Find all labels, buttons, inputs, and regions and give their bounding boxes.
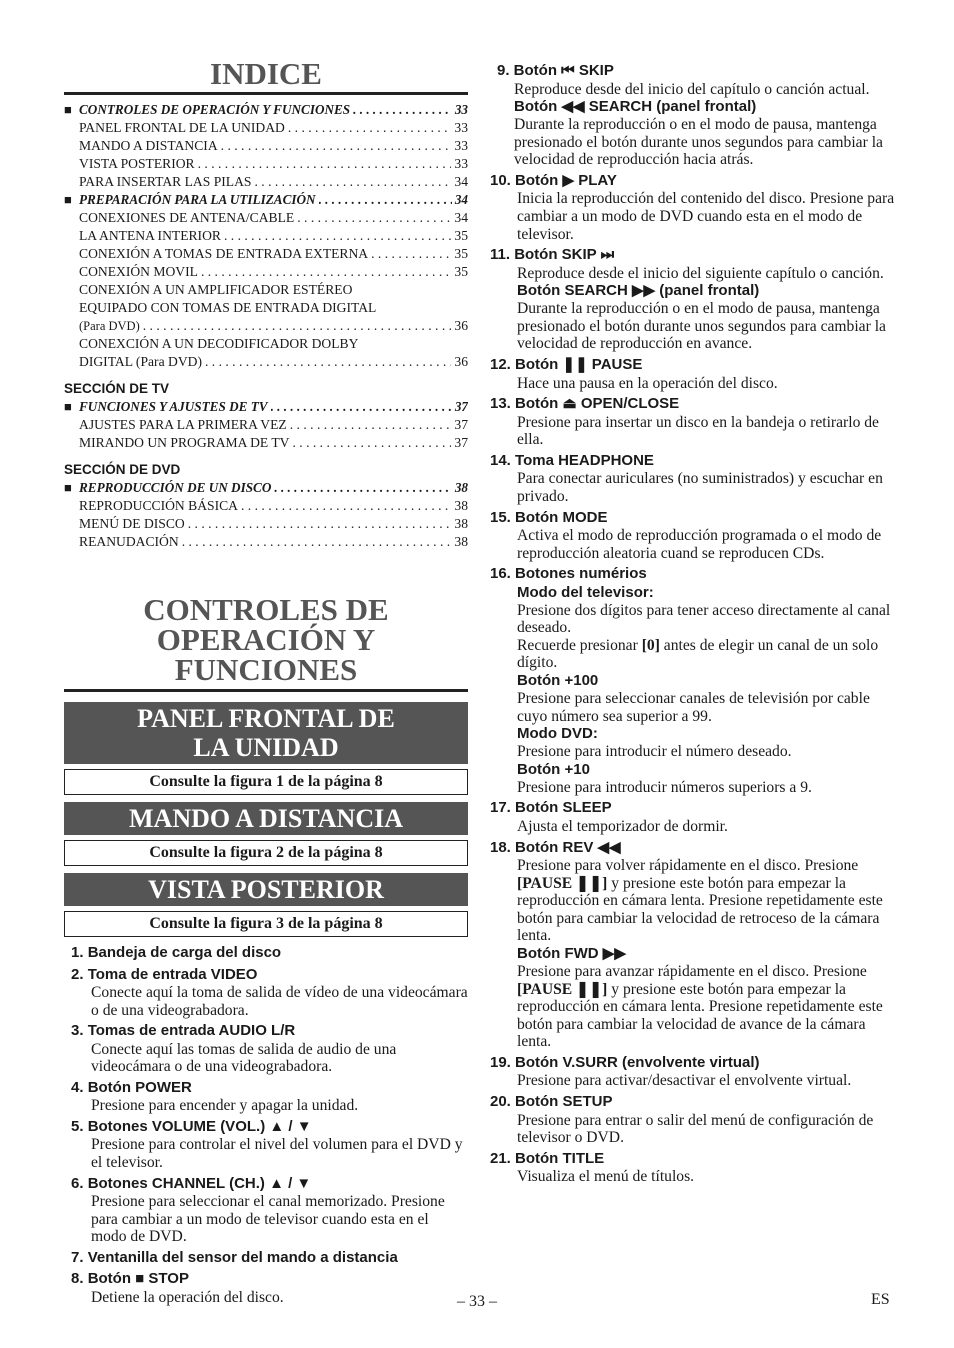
toc-entry: REANUDACIÓN . . . 38 [64, 533, 468, 551]
toc-entry: CONEXIONES DE ANTENA/CABLE . . . 34 [64, 209, 468, 227]
toc-entry: VISTA POSTERIOR . . . 33 [64, 155, 468, 173]
banner-rear: VISTA POSTERIOR [64, 873, 468, 906]
item-7: 7. Ventanilla del sensor del mando a distancia [71, 1248, 398, 1266]
item-12: 12. Botón ❚❚ PAUSE Hace una pausa en la operación del disco. [490, 356, 778, 392]
item-2: 2. Toma de entrada VIDEO Conecte aquí la toma de salida de vídeo de una videocámara o de una videograbadora. [71, 965, 468, 1019]
toc-entry: LA ANTENA INTERIOR . . . 35 [64, 227, 468, 245]
item-4: 4. Botón POWER Presione para encender y apagar la unidad. [71, 1078, 359, 1115]
toc-entry: MIRANDO UN PROGRAMA DE TV . . . 37 [64, 434, 468, 452]
toc-entry: ■ PREPARACIÓN PARA LA UTILIZACIÓN . . . 34 [64, 191, 468, 209]
controls-title: CONTROLES DE OPERACIÓN Y FUNCIONES [143, 592, 389, 687]
item-3: 3. Tomas de entrada AUDIO L/R Conecte aquí las tomas de salida de audio de una videocámara o de una videograbadora. [71, 1022, 397, 1076]
toc-entry: PANEL FRONTAL DE LA UNIDAD . . . 33 [64, 119, 468, 137]
toc-entry: PARA INSERTAR LAS PILAS . . . 34 [64, 173, 468, 191]
indice-rule [64, 92, 468, 95]
item-10: 10. Botón ▶ PLAY Inicia la reproducción del contenido del disco. Presione para cambiar a un modo de DVD cuando esta en el modo de televisor. [490, 171, 895, 243]
indice-title: INDICE [210, 56, 322, 91]
item-19: 19. Botón V.SURR (envolvente virtual) Presione para activar/desactivar el envolvente virtual. [490, 1053, 852, 1090]
item-15: 15. Botón MODE Activa el modo de reproducción programada o el modo de reproducción aleatoria cuand se reproducen CDs. [490, 508, 882, 562]
left-items-list [64, 944, 468, 1307]
item-11: 11. Botón SKIP ⏭ Reproduce desde el inicio del siguiente capítulo o canción. Botón SEARCH ▶▶ (panel frontal) Durante la reproducción o en el modo de pausa, mantenga presionado el botón durante unos segundos para cambiar la velocidad de reproducción en avance. [490, 246, 886, 353]
right-column [490, 62, 900, 1189]
item-6: 6. Botones CHANNEL (CH.) ▲ / ▼ Presione para seleccionar el canal memorizado. Presione para cambiar a un modo de televisor cuando esta en el modo de DVD. [71, 1174, 445, 1246]
toc-entry: AJUSTES PARA LA PRIMERA VEZ . . . 37 [64, 416, 468, 434]
controls-title-rule [64, 689, 468, 692]
item-9: 9. Botón ⏮ SKIP Reproduce desde del inicio del capítulo o canción actual. Botón ◀◀ SEARCH (panel frontal) Durante la reproducción o en el modo de pausa, mantenga presionado el botón durante unos segundos para cambiar la velocidad de reproducción hacia atrás. [497, 62, 883, 169]
toc-entry: MANDO A DISTANCIA . . . 33 [64, 137, 468, 155]
item-16: 16. Botones numérios Modo del televisor: Presione dos dígitos para tener acceso directamente al canal deseado. Recuerde presionar [0] antes de elegir un canal de un solo dígito. Botón +100 Presione para seleccionar canales de televisión por cable cuyo número sea superior a 99. Modo DVD: Presione para introducir el número deseado. Botón +10 Presione para introducir números superiors a 9. [490, 565, 891, 796]
section-dvd-heading: SECCIÓN DE DVD [64, 462, 181, 477]
item-13: 13. Botón ⏏ OPEN/CLOSE Presione para insertar un disco en la bandeja o retirarlo de ella. [490, 395, 879, 449]
page-number: – 33 – [457, 1293, 497, 1310]
toc-entry-amplifier-page: (Para DVD) . . . 36 [64, 317, 468, 335]
toc-entry: ■ FUNCIONES Y AJUSTES DE TV . . . 37 [64, 398, 468, 416]
ref-front-panel: Consulte la figura 1 de la página 8 [64, 769, 468, 795]
ref-remote: Consulte la figura 2 de la página 8 [64, 840, 468, 866]
section-tv-heading: SECCIÓN DE TV [64, 381, 170, 396]
toc-entry: ■ REPRODUCCIÓN DE UN DISCO . . . 38 [64, 479, 468, 497]
item-1: 1. Bandeja de carga del disco [71, 944, 282, 961]
item-17: 17. Botón SLEEP Ajusta el temporizador de dormir. [490, 799, 728, 835]
item-5: 5. Botones VOLUME (VOL.) ▲ / ▼ Presione para controlar el nivel del volumen para el DVD y el televisor. [71, 1117, 463, 1172]
item-21: 21. Botón TITLE Visualiza el menú de títulos. [490, 1149, 695, 1186]
toc-entry: MENÚ DE DISCO . . . 38 [64, 515, 468, 533]
square-bullet-icon: ■ [64, 399, 72, 414]
toc-entry: CONEXIÓN MOVIL . . . 35 [64, 263, 468, 281]
toc-entry-dolby: CONEXCIÓN A UN DECODIFICADOR DOLBY [79, 336, 359, 351]
toc-entry: CONEXIÓN A TOMAS DE ENTRADA EXTERNA . . . 35 [64, 245, 468, 263]
banner-remote: MANDO A DISTANCIA [64, 802, 468, 835]
square-bullet-icon: ■ [64, 102, 72, 117]
banner-front-panel: PANEL FRONTAL DE LA UNIDAD [64, 702, 468, 764]
ref-rear: Consulte la figura 3 de la página 8 [64, 911, 468, 937]
toc-entry: REPRODUCCIÓN BÁSICA . . . 38 [64, 497, 468, 515]
left-column [64, 56, 468, 1310]
table-of-contents [64, 101, 468, 551]
square-bullet-icon: ■ [64, 192, 72, 207]
toc-entry: ■ CONTROLES DE OPERACIÓN Y FUNCIONES . . . 33 [64, 101, 468, 119]
toc-entry-dolby-page: DIGITAL (Para DVD) . . . 36 [64, 353, 468, 371]
language-code: ES [871, 1291, 890, 1308]
item-8: 8. Botón ■ STOP Detiene la operación del disco. [71, 1270, 284, 1306]
item-14: 14. Toma HEADPHONE Para conectar auriculares (no suministrados) y escuchar en privado. [490, 451, 883, 505]
toc-entry-amplifier: CONEXIÓN A UN AMPLIFICADOR ESTÉREO EQUIPADO CON TOMAS DE ENTRADA DIGITAL [79, 282, 377, 315]
item-20: 20. Botón SETUP Presione para entrar o salir del menú de configuración de televisor o DVD. [490, 1093, 874, 1147]
item-18: 18. Botón REV ◀◀ Presione para volver rápidamente en el disco. Presione [PAUSE ❚❚] y presione este botón para empezar la reproducción en cámara lenta. Presione repetidamente este botón para cambiar la velocidad de retroceso de la cámara lenta. Botón FWD ▶▶ Presione para avanzar rápidamente en el disco. Presione [PAUSE ❚❚] y presione este botón para empezar la reproducción en cámara lenta. Presione repetidamente este botón para cambiar la velocidad de avance de la cámara lenta. [490, 838, 883, 1051]
square-bullet-icon: ■ [64, 480, 72, 495]
